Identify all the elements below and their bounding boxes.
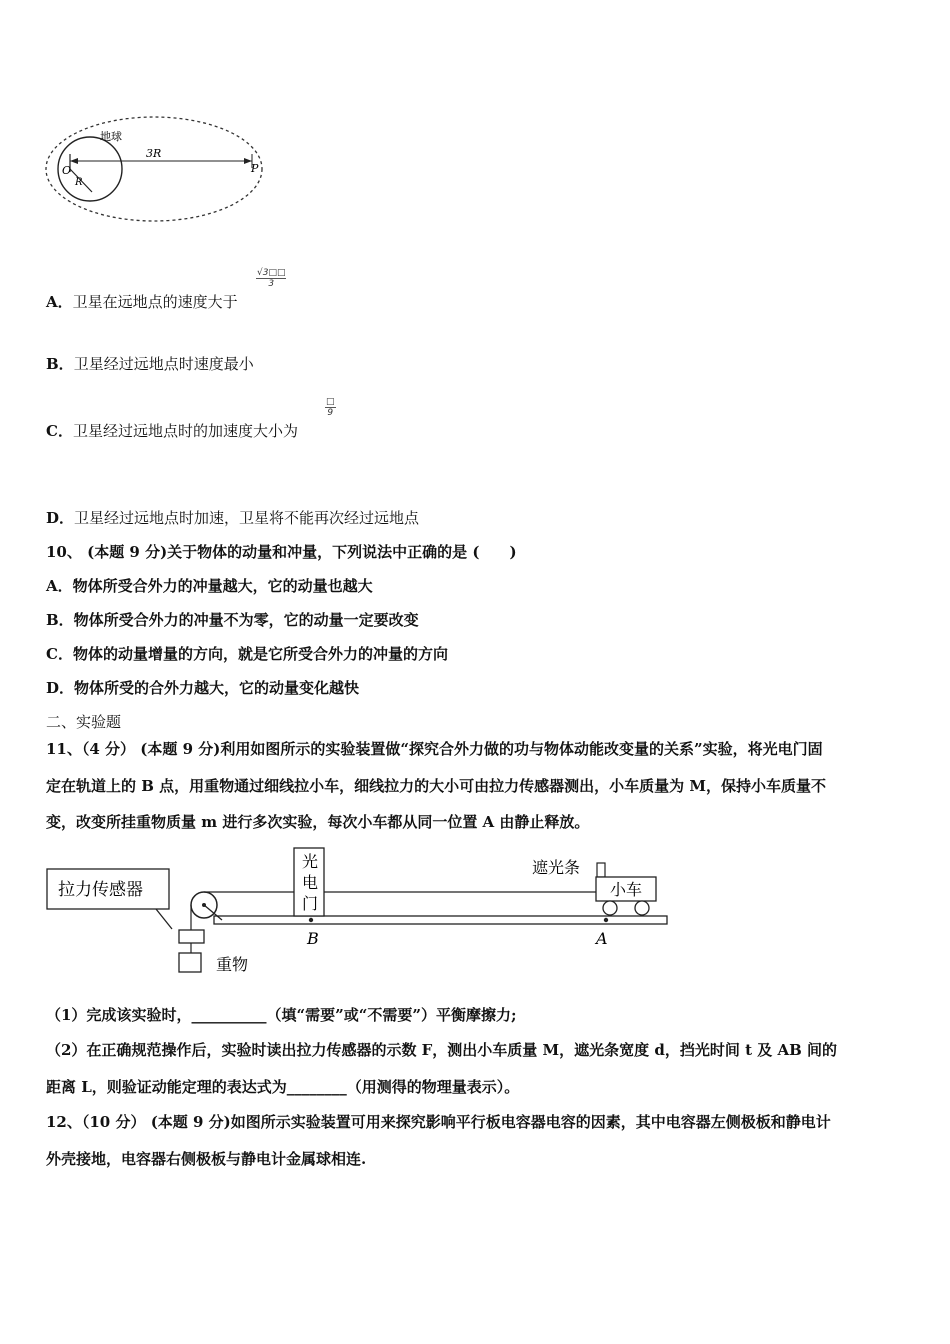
option-c-fraction [325,397,336,418]
cart-label: 小车 [610,880,643,899]
option-a-frac-den: 3 [268,279,275,289]
q10-option-c: C．物体的动量增量的方向，就是它所受合外力的冲量的方向 [46,645,448,663]
option-b-text: 卫星经过远地点时速度最小 [73,355,254,373]
q11-line-1: 11、（4 分） (本题 9 分)利用如图所示的实验装置做“探究合外力做的功与物体动能改变量的关系”实验，将光电门固 [46,740,823,758]
far-point-label: P [251,162,259,175]
weight-label: 重物 [216,955,249,974]
point-b-label: B [307,929,319,948]
radius-label: R [75,177,83,188]
distance-arrow-left [70,158,78,164]
point-a-dot [604,918,608,922]
shade-label: 遮光条 [532,858,581,877]
sensor-body [179,930,204,943]
weight-block [179,953,201,972]
option-c-prefix: C． [46,422,73,440]
option-a-text: 卫星在远地点的速度大于 [72,293,238,311]
q11-part-2-line-2: 距离 L，则验证动能定理的表达式为________（用测得的物理量表示）。 [46,1078,520,1096]
apparatus-figure [44,843,674,978]
cart-wheel-right [635,901,649,915]
gate-label-3: 门 [302,894,319,913]
gate-label-1: 光 [302,852,319,871]
q12-line-2: 外壳接地，电容器右侧极板与静电计金属球相连. [46,1150,367,1168]
q11-part-1: （1）完成该实验时，__________（填“需要”或“不需要”）平衡摩擦力; [46,1006,517,1024]
option-d-prefix: D． [46,509,75,527]
orbit-figure [40,112,270,232]
point-b-dot [309,918,313,922]
option-c-frac-num: □ [326,397,335,407]
option-b-prefix: B． [46,355,74,373]
q12-line-1: 12、（10 分） (本题 9 分)如图所示实验装置可用来探究影响平行板电容器电容的因素，其中电容器左侧极板和静电计 [46,1113,831,1131]
option-a-prefix: A． [46,293,73,311]
sensor-label: 拉力传感器 [58,880,143,900]
point-a-label: A [596,929,608,948]
distance-label: 3R [146,147,162,160]
q10-option-a: A．物体所受合外力的冲量越大，它的动量也越大 [46,577,373,595]
cart-wheel-left [603,901,617,915]
earth-label: 地球 [100,130,122,143]
q9-option-c [46,421,298,441]
gate-label-2: 电 [302,873,319,892]
q11-part-2-line-1: （2）在正确规范操作后，实验时读出拉力传感器的示数 F，测出小车质量 M，遮光条宽度 d，挡光时间 t 及 AB 间的 [46,1041,837,1059]
option-c-frac-den: 9 [327,408,334,418]
center-label: O [62,164,72,177]
option-d-text: 卫星经过远地点时加速，卫星将不能再次经过远地点 [74,509,420,527]
option-a-fraction [256,268,286,289]
q11-line-3: 变，改变所挂重物质量 m 进行多次实验，每次小车都从同一位置 A 由静止释放。 [46,813,590,831]
sensor-callout-pointer [156,909,172,929]
q9-option-b [46,354,254,374]
option-a-frac-num: √3□□ [257,268,286,278]
q9-option-a [46,292,238,312]
section-title: 二、实验题 [46,713,122,731]
shade-strip [597,863,605,877]
option-c-text: 卫星经过远地点时的加速度大小为 [72,422,298,440]
q10-option-d: D．物体所受的合外力越大，它的动量变化越快 [46,679,360,697]
q10-option-b: B．物体所受合外力的冲量不为零，它的动量一定要改变 [46,611,419,629]
elliptical-orbit [46,117,262,221]
q11-line-2: 定在轨道上的 B 点，用重物通过细线拉小车，细线拉力的大小可由拉力传感器测出，小车质量为 M，保持小车质量不 [46,777,826,795]
q10-stem: 10、 (本题 9 分)关于物体的动量和冲量，下列说法中正确的是 ( ) [46,543,517,561]
q9-option-d [46,508,419,528]
track [214,916,667,924]
